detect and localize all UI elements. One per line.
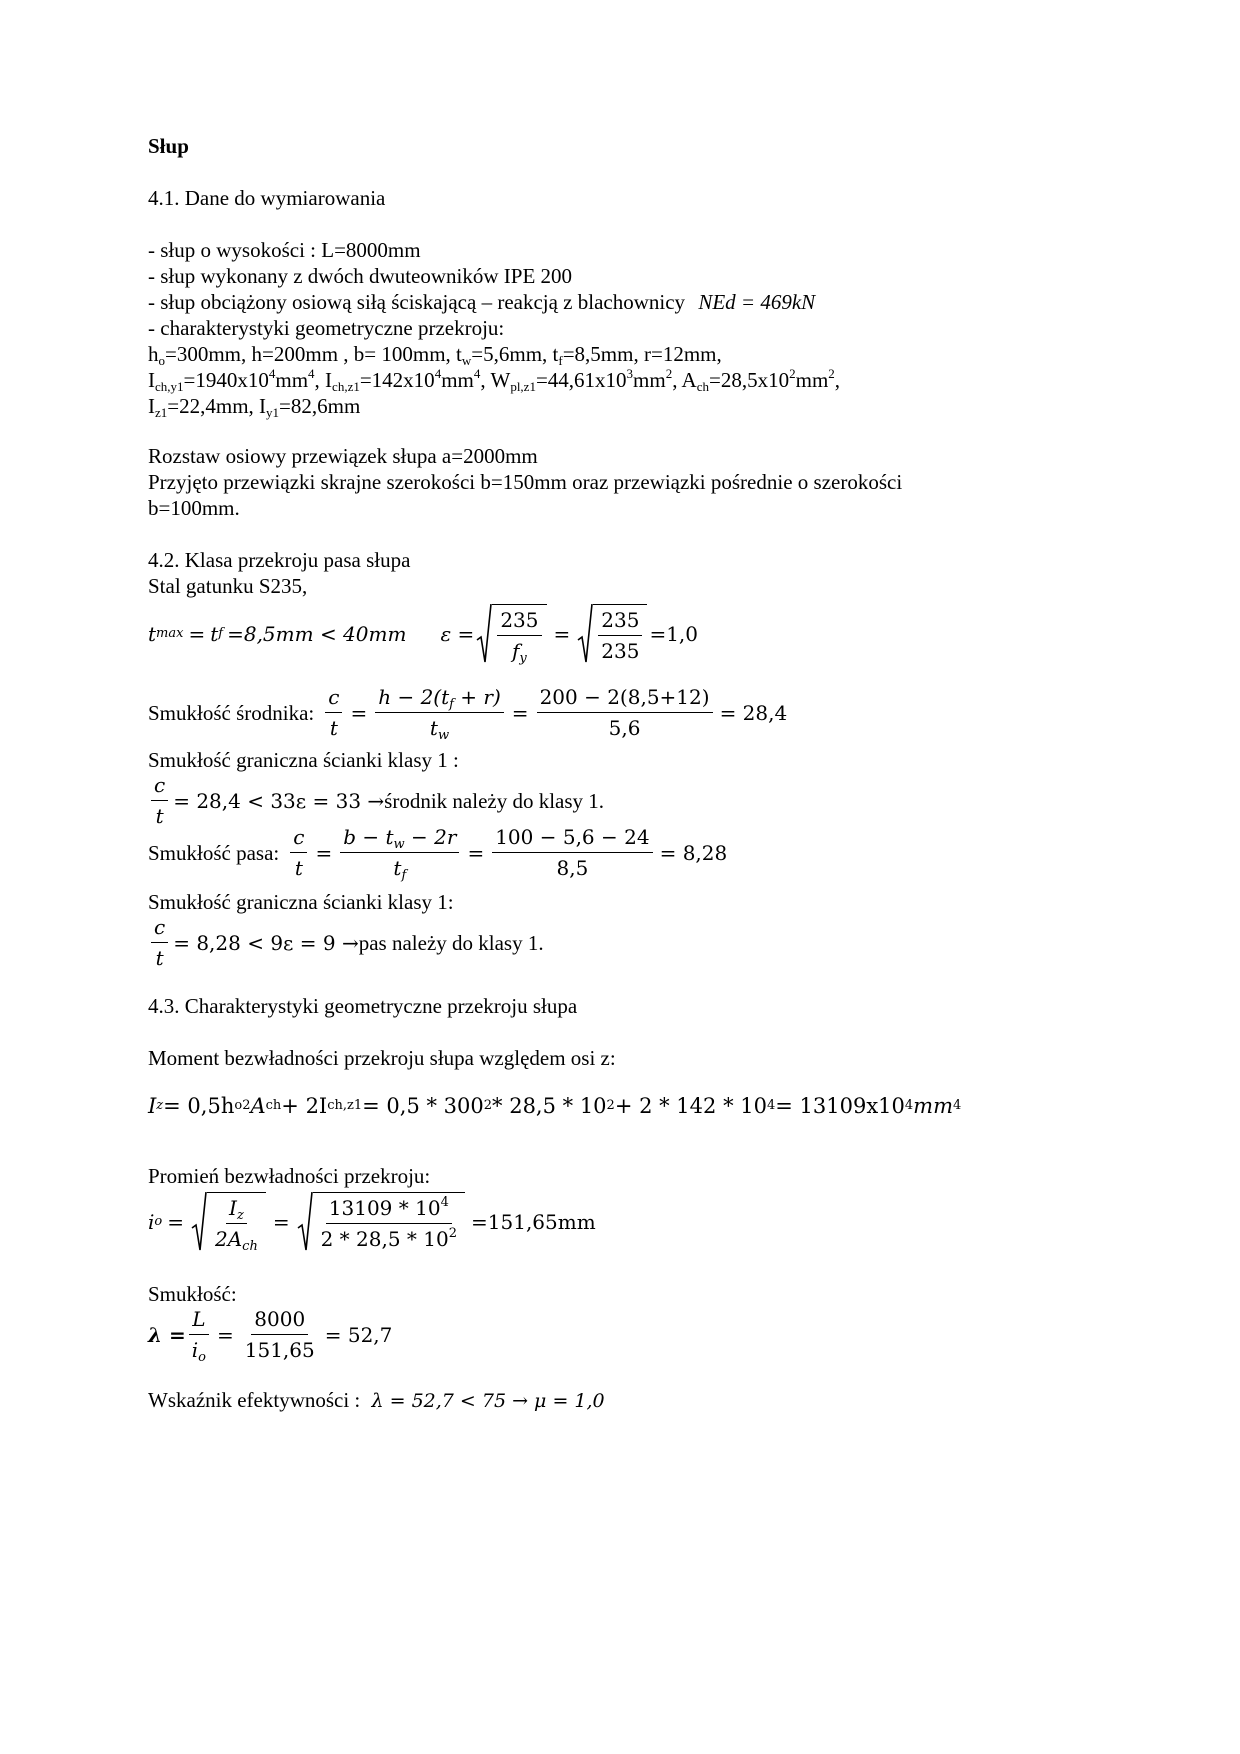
- bullet-load-text: - słup obciążony osiową siłą ściskającą – reakcją z blachownicy: [148, 290, 686, 314]
- efficiency-label: Wskaźnik efektywności :: [148, 1388, 361, 1412]
- moment-label: Moment bezwładności przekroju słupa względem osi z:: [148, 1046, 616, 1070]
- bullet-load: [148, 288, 815, 316]
- equation-flange-class: $\frac{c}{t}$ = 8,28 < 9ε = 9 → pas należy do klasy 1.: [148, 914, 544, 971]
- param-line-3: $I_{z1}=22,4mm$, $I_{y1}=82,6mm$: [148, 394, 361, 420]
- slenderness-label: Smukłość:: [148, 1282, 237, 1306]
- page-title: Słup: [148, 134, 189, 158]
- batten-widths: Przyjęto przewiązki skrajne szerokości b=150mm oraz przewiązki pośrednie o szerokości: [148, 470, 903, 494]
- equation-web-class: $\frac{c}{t}$ = 28,4 < 33ε = 33 → środnik należy do klasy 1.: [148, 772, 604, 829]
- steel-grade: Stal gatunku S235,: [148, 574, 308, 598]
- section-heading-4-2: 4.2. Klasa przekroju pasa słupa: [148, 548, 411, 572]
- bullet-height: - słup o wysokości : L=8000mm: [148, 238, 421, 262]
- equation-moment-of-inertia: I z = 0,5h o 2 A ch + 2I ch,z1 = 0,5 * 300 2 * 28,5 * 10 2 + 2 * 142 * 10 4 = 13109x10 4 mm 4: [148, 1094, 962, 1118]
- limit-slenderness-2: Smukłość graniczna ścianki klasy 1:: [148, 890, 454, 914]
- batten-spacing: Rozstaw osiowy przewiązek słupa a=2000mm: [148, 444, 538, 468]
- equation-slenderness: λ = $\frac{L}{i_o}$ = $\frac{8000}{151,65}$ = 52,7: [148, 1307, 393, 1365]
- equation-web-slenderness: Smukłość środnika: $\frac{c}{t}$ = $\frac{h - 2(t_f + r)}{t_w}$ = $\frac{200 - 2(8,5+12)}{5,6}$ = 28,4: [148, 685, 788, 743]
- equation-epsilon: t max = t f =8,5mm < 40mm ε = $\frac{235}{f_y}$ = $\frac{235}{235}$ =1,0: [148, 604, 698, 664]
- batten-widths-cont: b=100mm.: [148, 496, 240, 520]
- bullet-load-formula: NEd = 469kN: [698, 290, 816, 314]
- bullet-characteristics: - charakterystyki geometryczne przekroju:: [148, 316, 505, 340]
- efficiency-line: [148, 1386, 605, 1415]
- radius-label: Promień bezwładności przekroju:: [148, 1164, 431, 1188]
- equation-radius-of-gyration: i o = $\frac{I_z}{2A_{ch}}$ = $\frac{13109 * 10^4}{2 * 28,5 * 10^2}$ =151,65mm: [148, 1192, 596, 1252]
- section-heading-4-3: 4.3. Charakterystyki geometryczne przekroju słupa: [148, 994, 578, 1018]
- efficiency-formula: λ = 52,7 < 75 → μ = 1,0: [371, 1390, 605, 1412]
- limit-slenderness-1: Smukłość graniczna ścianki klasy 1 :: [148, 748, 459, 772]
- equation-flange-slenderness: Smukłość pasa: $\frac{c}{t}$ = $\frac{b - t_w - 2r}{t_f}$ = $\frac{100 - 5,6 - 24}{8,5}$ = 8,28: [148, 825, 728, 883]
- param-line-2: $I_{ch,y1}=1940x10^4mm^4$, $I_{ch,z1}=142x10^4mm^4$, $W_{pl,z1}=44,61x10^3mm^2$, $A_{ch}=28,5x10^2mm^2$,: [148, 366, 841, 394]
- section-heading-4-1: 4.1. Dane do wymiarowania: [148, 186, 386, 210]
- param-line-1: $h_o=300mm$, h=200mm , b= 100mm, $t_w=5,6mm$, $t_f=8,5mm$, r=12mm,: [148, 342, 722, 368]
- bullet-profile: - słup wykonany z dwóch dwuteowników IPE 200: [148, 264, 573, 288]
